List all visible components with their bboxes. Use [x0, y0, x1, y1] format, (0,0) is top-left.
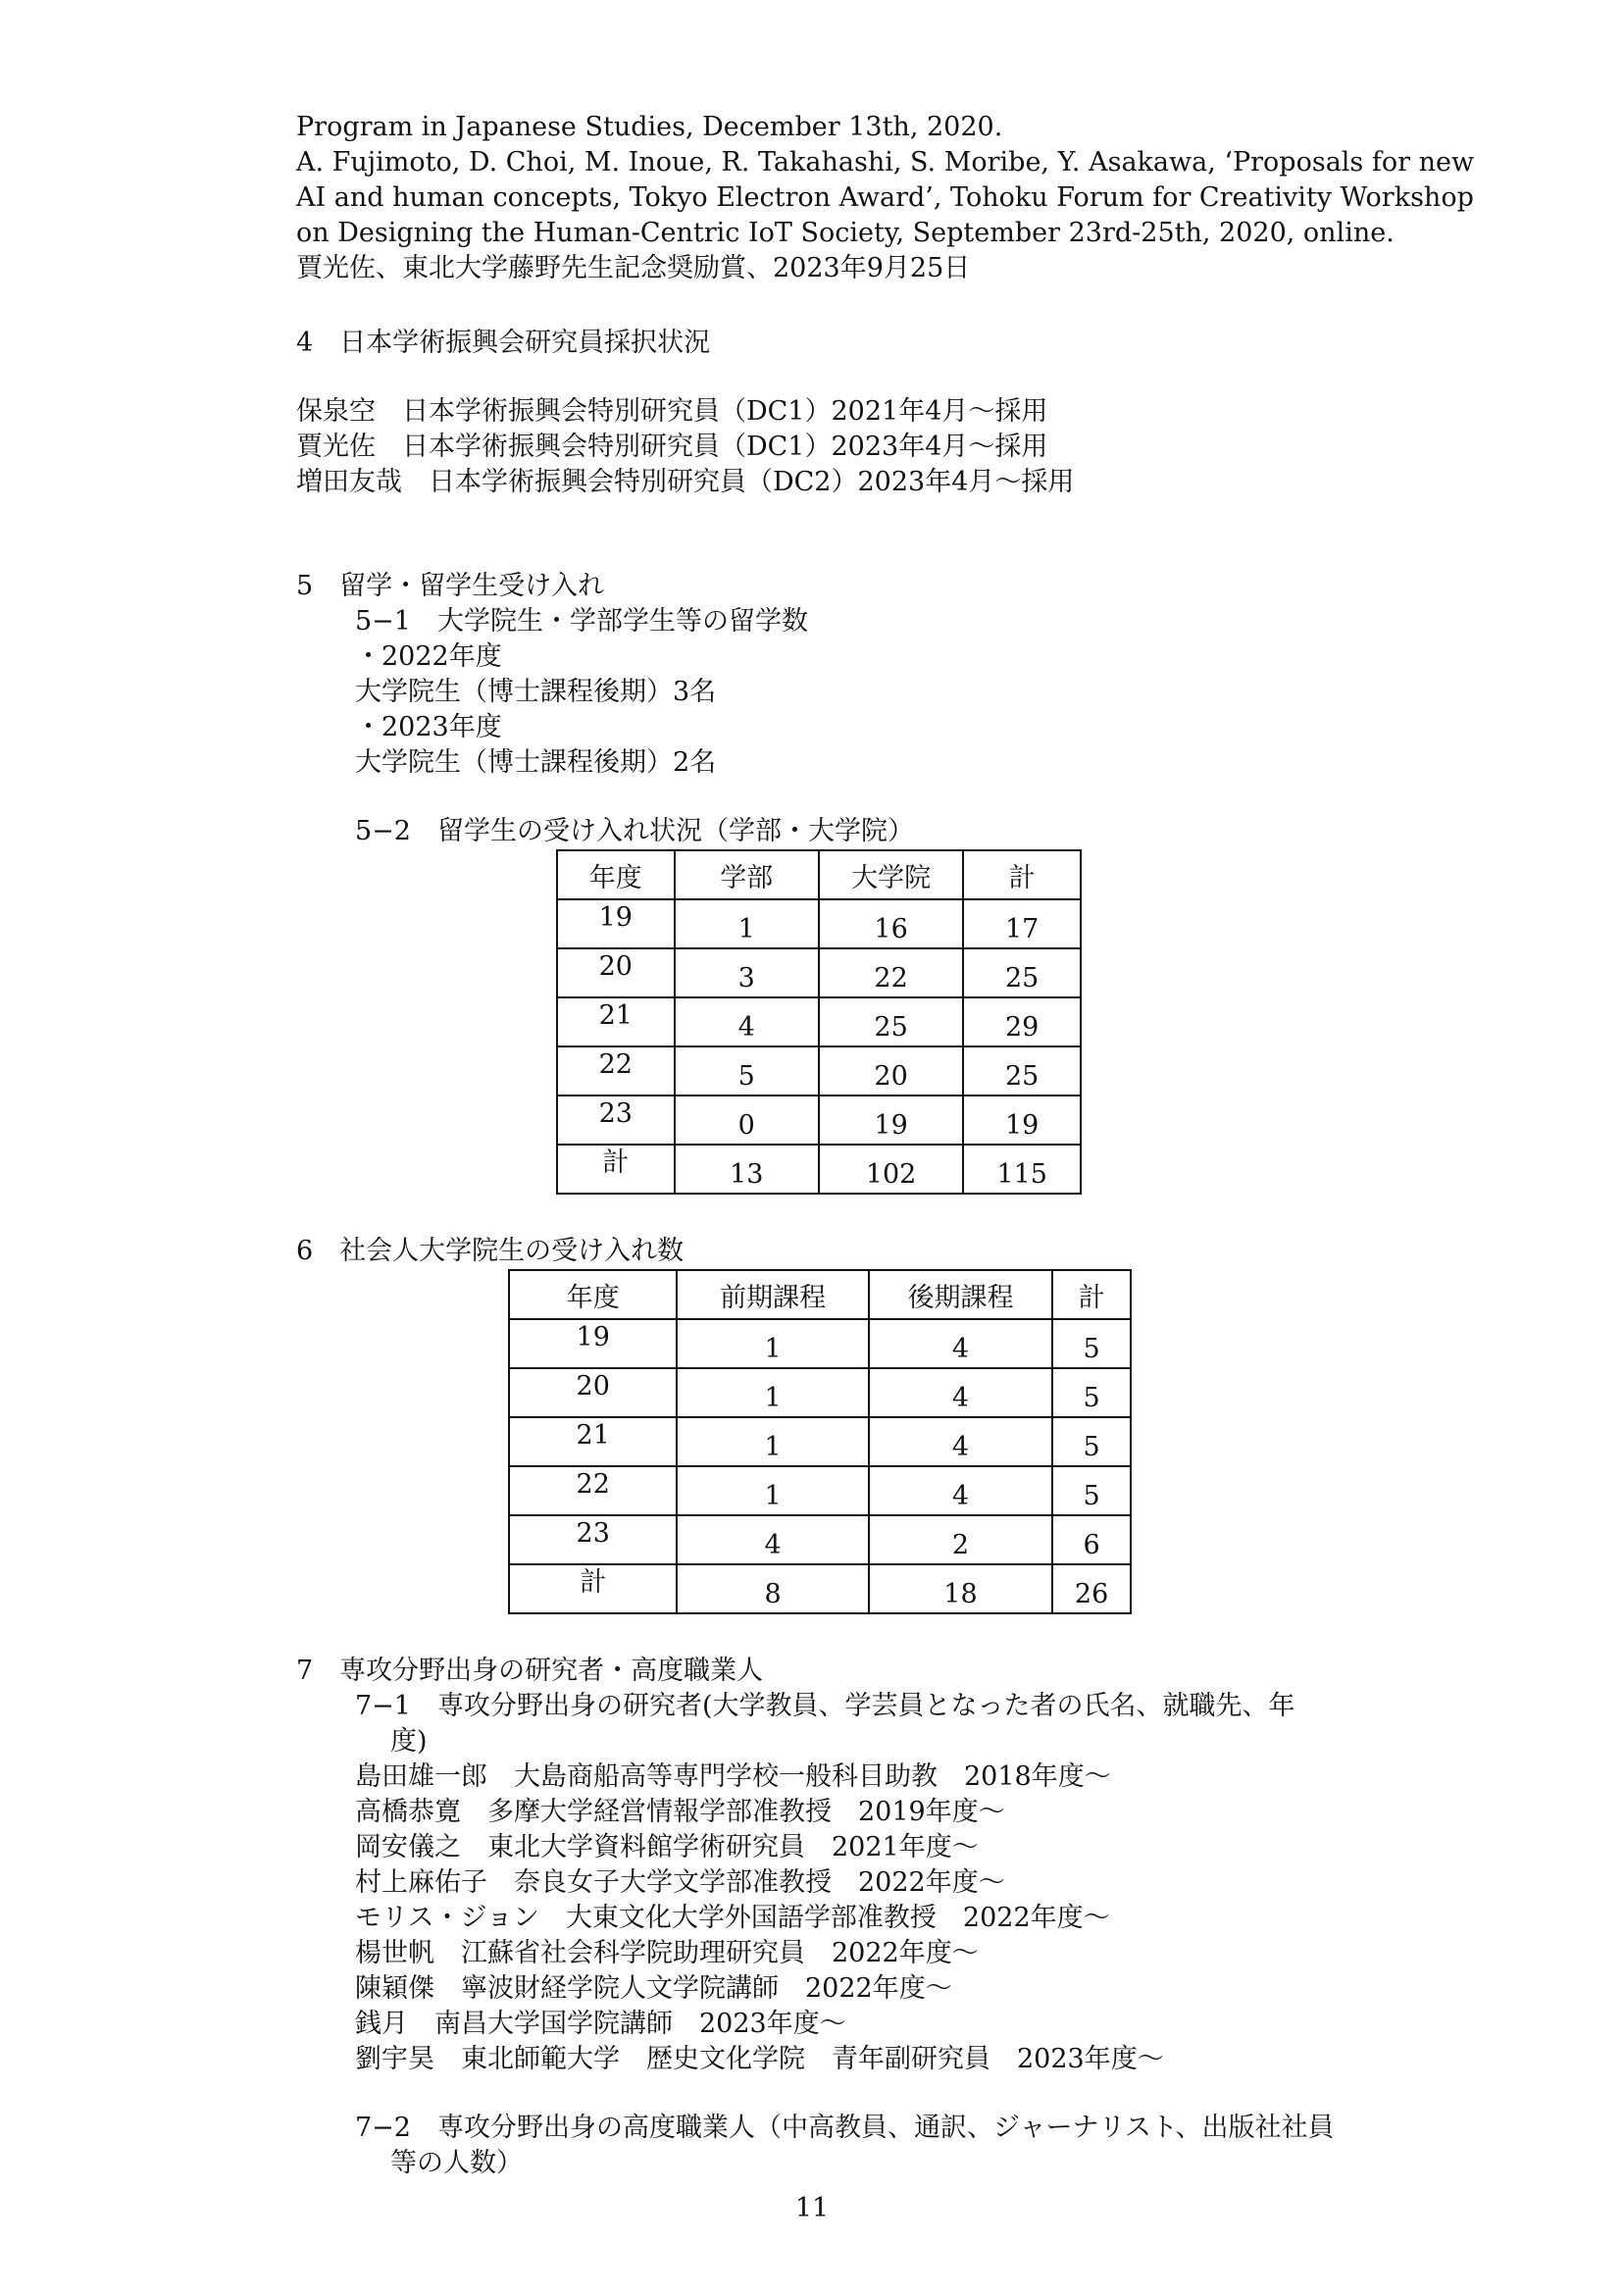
study-abroad-line: 大学院生（博士課程後期）2名	[355, 747, 717, 778]
reference-lines	[296, 110, 1474, 286]
table-cell: 17	[963, 899, 1081, 948]
table-cell: 19	[819, 1096, 963, 1145]
table-row	[509, 1417, 1131, 1466]
table-cell: 5	[1052, 1319, 1131, 1368]
table-cell: 25	[963, 948, 1081, 997]
table-cell: 29	[963, 997, 1081, 1046]
table-cell: 18	[869, 1564, 1052, 1613]
column-header: 大学院	[819, 850, 963, 899]
column-header: 計	[1052, 1270, 1131, 1319]
section-5-2-heading: 5−2 留学生の受け入れ状況（学部・大学院）	[355, 816, 914, 846]
table-cell: 102	[819, 1145, 963, 1194]
table-cell: 115	[963, 1145, 1081, 1194]
table-cell: 25	[963, 1046, 1081, 1096]
table-total-row	[557, 1145, 1081, 1194]
table-cell: 23	[557, 1096, 675, 1145]
table-cell: 1	[677, 1417, 868, 1466]
table-row	[557, 899, 1081, 948]
jsps-item: 保泉空 日本学術振興会特別研究員（DC1）2021年4月～採用	[296, 396, 1048, 427]
section-7-2-heading-cont: 等の人数）	[390, 2148, 523, 2178]
table-cell: 5	[1052, 1368, 1131, 1417]
jsps-item: 増田友哉 日本学術振興会特別研究員（DC2）2023年4月～採用	[296, 467, 1075, 497]
table-cell: 6	[1052, 1515, 1131, 1564]
table-cell: 4	[869, 1417, 1052, 1466]
page-number: 11	[794, 2193, 830, 2223]
table-row	[557, 948, 1081, 997]
researcher-entry: 銭月 南昌大学国学院講師 2023年度～	[355, 2009, 846, 2039]
table-cell: 21	[557, 997, 675, 1046]
table-cell: 5	[1052, 1466, 1131, 1515]
table-cell: 1	[677, 1466, 868, 1515]
study-abroad-line: 大学院生（博士課程後期）3名	[355, 677, 717, 707]
researcher-entry: 岡安儀之 東北大学資料館学術研究員 2021年度～	[355, 1832, 979, 1862]
award-line: 賈光佐、東北大学藤野先生記念奨励賞、2023年9月25日	[296, 253, 971, 283]
table-cell: 22	[557, 1046, 675, 1096]
table-cell: 2	[869, 1515, 1052, 1564]
section-4-heading: 4 日本学術振興会研究員採択状況	[296, 328, 711, 358]
table-cell: 4	[869, 1368, 1052, 1417]
study-abroad-line: ・2022年度	[355, 641, 502, 672]
table-cell: 4	[675, 997, 819, 1046]
table-total-row	[509, 1564, 1131, 1613]
table-cell: 5	[675, 1046, 819, 1096]
section-7-1-heading-cont: 度)	[390, 1726, 428, 1757]
researcher-entry: 楊世帆 江蘇省社会科学院助理研究員 2022年度～	[355, 1938, 979, 1968]
reference-line: on Designing the Human-Centric IoT Society, September 23rd-25th, 2020, online.	[296, 218, 1395, 248]
table-cell: 0	[675, 1096, 819, 1145]
section-5-1-heading: 5−1 大学院生・学部学生等の留学数	[355, 606, 808, 637]
table-cell: 1	[677, 1368, 868, 1417]
researcher-entry: モリス・ジョン 大東文化大学外国語学部准教授 2022年度～	[355, 1903, 1110, 1933]
table-cell: 20	[557, 948, 675, 997]
table-cell: 22	[819, 948, 963, 997]
table-row	[509, 1515, 1131, 1564]
researcher-entry: 劉宇昊 東北師範大学 歴史文化学院 青年副研究員 2023年度～	[355, 2044, 1164, 2074]
researcher-entry: 陳穎傑 寧波財経学院人文学院講師 2022年度～	[355, 1973, 952, 2004]
table-cell: 26	[1052, 1564, 1131, 1613]
table-cell: 4	[869, 1466, 1052, 1515]
section-7-heading: 7 専攻分野出身の研究者・高度職業人	[296, 1656, 764, 1686]
table-cell: 23	[509, 1515, 677, 1564]
table-cell: 3	[675, 948, 819, 997]
table-cell: 25	[819, 997, 963, 1046]
table-cell: 13	[675, 1145, 819, 1194]
table-cell: 19	[557, 899, 675, 948]
column-header: 計	[963, 850, 1081, 899]
column-header: 年度	[557, 850, 675, 899]
table-cell: 計	[557, 1145, 675, 1194]
table-cell: 21	[509, 1417, 677, 1466]
section-6-heading: 6 社会人大学院生の受け入れ数	[296, 1236, 685, 1266]
jsps-item: 賈光佐 日本学術振興会特別研究員（DC1）2023年4月～採用	[296, 432, 1048, 462]
table-row	[509, 1466, 1131, 1515]
reference-line: AI and human concepts, Tokyo Electron Award’, Tohoku Forum for Creativity Workshop	[296, 182, 1474, 213]
section-7-2-heading: 7−2 専攻分野出身の高度職業人（中高教員、通訳、ジャーナリスト、出版社社員	[355, 2113, 1335, 2143]
reference-line: Program in Japanese Studies, December 13th, 2020.	[296, 112, 1003, 142]
table-cell: 19	[509, 1319, 677, 1368]
table-cell: 1	[677, 1319, 868, 1368]
table-row	[509, 1368, 1131, 1417]
section-7-1-heading: 7−1 専攻分野出身の研究者(大学教員、学芸員となった者の氏名、就職先、年	[355, 1691, 1295, 1721]
researcher-entry: 高橋恭寛 多摩大学経営情報学部准教授 2019年度～	[355, 1797, 1005, 1827]
table-cell: 5	[1052, 1417, 1131, 1466]
table-cell: 16	[819, 899, 963, 948]
table-header-row	[557, 850, 1081, 899]
table-row	[557, 997, 1081, 1046]
table-cell: 計	[509, 1564, 677, 1613]
column-header: 後期課程	[869, 1270, 1052, 1319]
researcher-entry: 島田雄一郎 大島商船高等専門学校一般科目助教 2018年度～	[355, 1761, 1111, 1792]
table-cell: 20	[819, 1046, 963, 1096]
table-row	[509, 1319, 1131, 1368]
section-5-heading: 5 留学・留学生受け入れ	[296, 571, 605, 601]
column-header: 年度	[509, 1270, 677, 1319]
table-cell: 1	[675, 899, 819, 948]
table-cell: 8	[677, 1564, 868, 1613]
table-cell: 22	[509, 1466, 677, 1515]
table-header-row	[509, 1270, 1131, 1319]
reference-line: A. Fujimoto, D. Choi, M. Inoue, R. Takahashi, S. Moribe, Y. Asakawa, ‘Proposals for new	[296, 147, 1475, 178]
table-row	[557, 1046, 1081, 1096]
table-cell: 19	[963, 1096, 1081, 1145]
table-cell: 20	[509, 1368, 677, 1417]
table-cell: 4	[869, 1319, 1052, 1368]
column-header: 学部	[675, 850, 819, 899]
researcher-entry: 村上麻佑子 奈良女子大学文学部准教授 2022年度～	[355, 1867, 1005, 1898]
column-header: 前期課程	[677, 1270, 868, 1319]
working-adult-students-table	[508, 1269, 1132, 1614]
table-row	[557, 1096, 1081, 1145]
table-cell: 4	[677, 1515, 868, 1564]
study-abroad-line: ・2023年度	[355, 712, 502, 742]
intl-students-table	[556, 849, 1082, 1195]
